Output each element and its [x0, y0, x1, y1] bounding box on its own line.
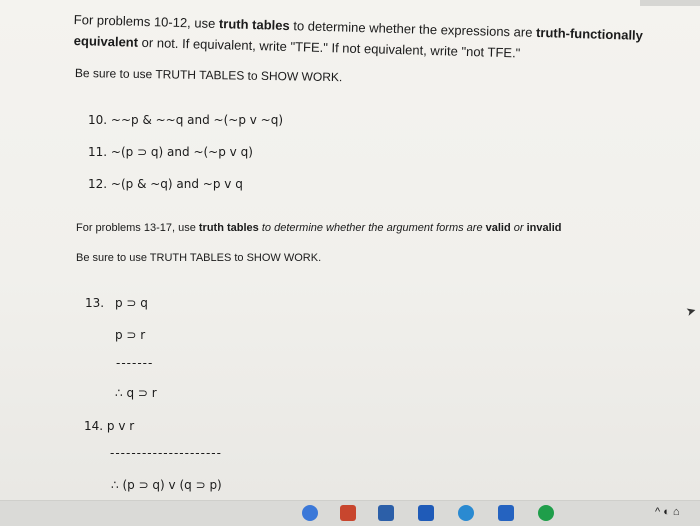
- problem-13-premise-1: p ⊃ q: [115, 296, 148, 310]
- intro-line-2: equivalent or not. If equivalent, write "TFE." If not equivalent, write "not TFE.": [73, 33, 521, 61]
- problem-10: 10. ~~p & ~~q and ~(~p v ~q): [88, 113, 284, 127]
- intro-line-1: For problems 10-12, use truth tables to determine whether the expressions are truth-functionally: [73, 12, 644, 43]
- mail-icon[interactable]: [418, 505, 434, 521]
- mouse-cursor-icon: ➤: [684, 302, 698, 320]
- system-tray[interactable]: ^ ◐ ⌂: [655, 506, 680, 518]
- problem-13-conclusion: ∴ q ⊃ r: [115, 386, 157, 400]
- problem-14-label: 14. p v r: [84, 419, 135, 433]
- problem-13-divider: -------: [116, 356, 154, 370]
- store-icon[interactable]: [498, 505, 514, 521]
- problem-14-conclusion: ∴ (p ⊃ q) v (q ⊃ p): [111, 478, 222, 492]
- instruction-2: Be sure to use TRUTH TABLES to SHOW WORK.: [76, 252, 322, 264]
- problem-14-divider: ---------------------: [110, 446, 222, 460]
- edge-icon[interactable]: [458, 505, 474, 521]
- taskbar: [0, 500, 700, 526]
- file-explorer-icon[interactable]: [340, 505, 356, 521]
- chrome-icon-2[interactable]: [538, 505, 554, 521]
- problem-11: 11. ~(p ⊃ q) and ~(~p v q): [88, 145, 253, 159]
- problem-13-label: 13.: [85, 296, 105, 310]
- folder-icon[interactable]: [378, 505, 394, 521]
- problem-13-premise-2: p ⊃ r: [115, 328, 146, 342]
- instruction-1: Be sure to use TRUTH TABLES to SHOW WORK.: [74, 66, 343, 85]
- problem-12: 12. ~(p & ~q) and ~p v q: [88, 177, 243, 191]
- chrome-icon[interactable]: [302, 505, 318, 521]
- section2-line: For problems 13-17, use truth tables to determine whether the argument forms are valid or invalid: [76, 222, 562, 234]
